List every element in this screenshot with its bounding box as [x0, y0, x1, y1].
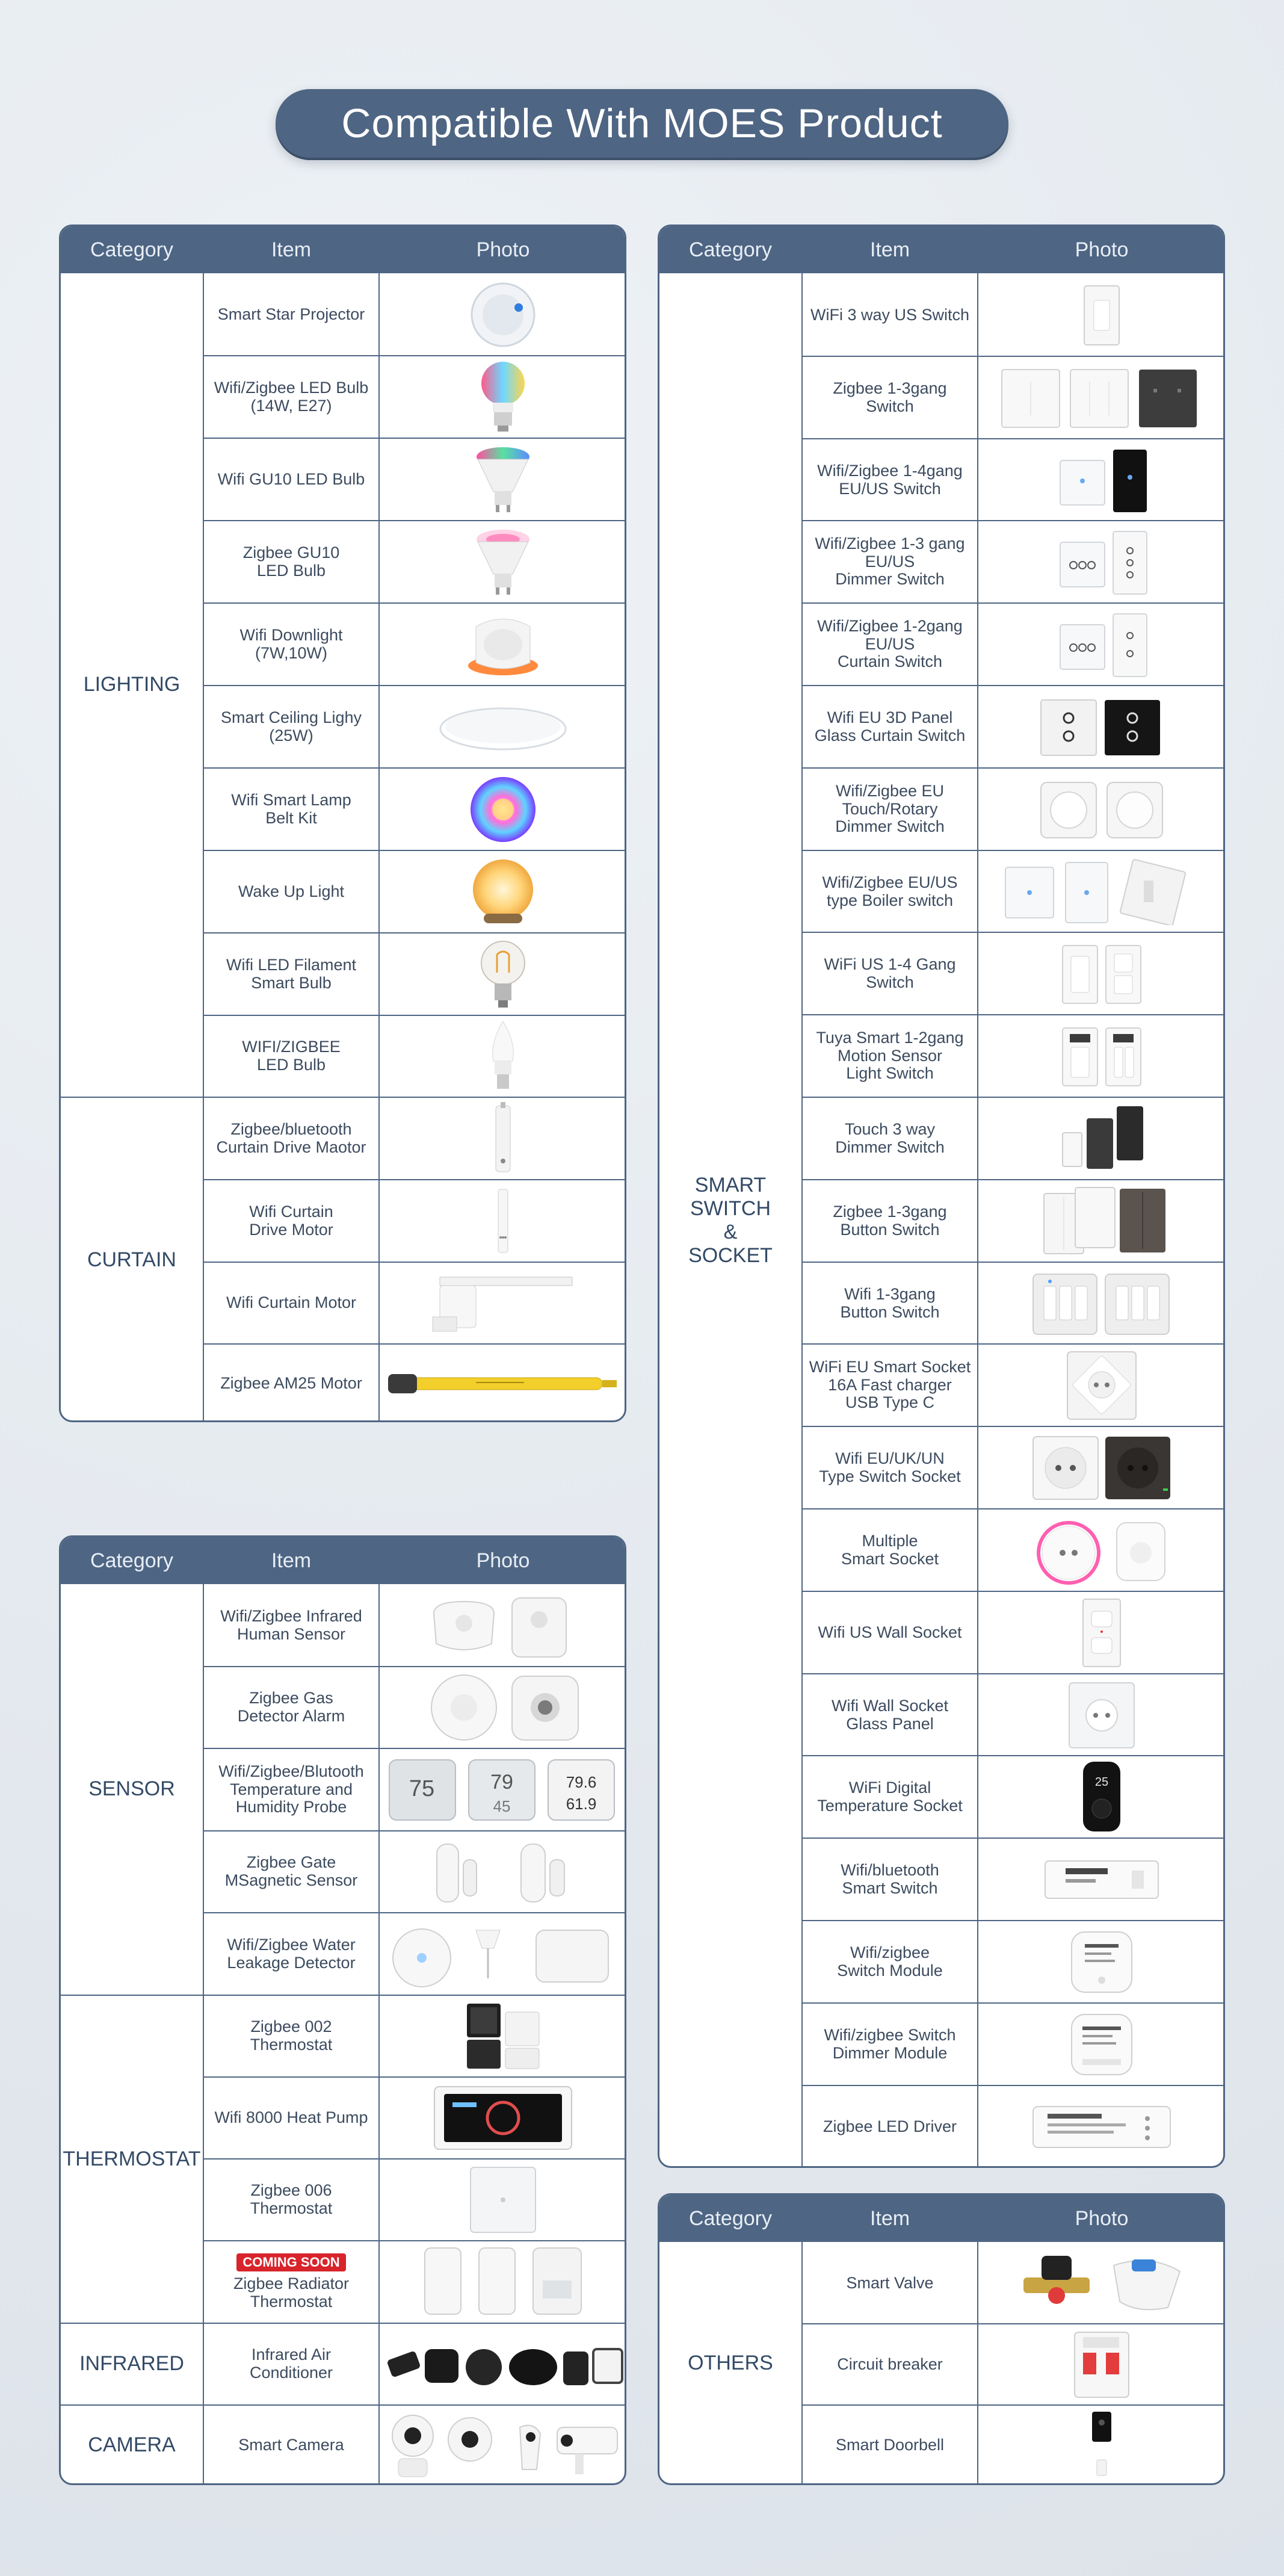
table-header — [659, 2195, 1223, 2242]
category-sensor: SENSOR — [88, 1777, 175, 1801]
product-photo — [978, 604, 1225, 685]
list-item: Wifi Smart Lamp Belt Kit — [231, 790, 351, 827]
list-item: Wifi/zigbee Switch Dimmer Module — [824, 2025, 956, 2062]
list-item-radiator: COMING SOON Zigbee Radiator Thermostat — [233, 2254, 350, 2311]
category-infrared: INFRARED — [79, 2352, 184, 2376]
list-item: Zigbee 1-3gang Button Switch — [833, 1202, 947, 1239]
product-photo — [978, 2086, 1225, 2167]
product-photo — [978, 1345, 1225, 1426]
infrared-ac-image — [380, 2324, 626, 2404]
header-category: Category — [90, 1549, 173, 1572]
list-item: WiFi US 1-4 Gang Switch — [824, 955, 956, 991]
product-photo — [978, 1839, 1225, 1920]
header-item: Item — [271, 1549, 312, 1572]
product-photo — [978, 439, 1225, 521]
list-item: Smart Camera — [238, 2436, 344, 2454]
list-item: Smart Doorbell — [835, 2436, 945, 2454]
product-photo — [978, 933, 1225, 1014]
list-item: Wifi/Zigbee EU Touch/Rotary Dimmer Switch — [835, 781, 945, 836]
zigbee-gu10-bulb-image — [380, 521, 626, 602]
list-item: Wifi GU10 LED Bulb — [217, 469, 365, 488]
filament-bulb-image — [380, 933, 626, 1015]
temp-humidity-image — [380, 1749, 626, 1830]
list-item: WiFi 3 way US Switch — [810, 305, 970, 324]
list-item: Wifi/Zigbee/Blutooth Temperature and Humidity Probe — [218, 1762, 364, 1816]
header-item: Item — [271, 238, 312, 261]
switch-socket-table — [658, 224, 1225, 2168]
list-item: Wifi EU 3D Panel Glass Curtain Switch — [814, 708, 966, 745]
list-item: Smart Valve — [846, 2273, 934, 2292]
header-photo: Photo — [476, 1549, 530, 1572]
product-photo — [978, 686, 1225, 767]
list-item: Wake Up Light — [238, 882, 345, 900]
list-item: Wifi/Zigbee LED Bulb (14W, E27) — [214, 378, 369, 415]
candle-bulb-image — [380, 1016, 626, 1097]
radiator-thermostat-image — [380, 2241, 626, 2323]
header-photo: Photo — [1075, 238, 1129, 261]
header-category: Category — [689, 238, 772, 261]
category-smart-switch-socket: SMART SWITCH & SOCKET — [688, 1173, 773, 1268]
star-projector-image — [380, 274, 626, 355]
curtain-motor-image — [380, 1263, 626, 1343]
gate-sensor-image — [380, 1831, 626, 1912]
list-item: Zigbee 006 Thermostat — [250, 2181, 333, 2217]
list-item: Wifi Curtain Drive Motor — [249, 1202, 333, 1239]
list-item: WiFi EU Smart Socket 16A Fast charger USB Type C — [809, 1357, 971, 1412]
product-photo — [978, 1756, 1225, 1838]
list-item: Wifi LED Filament Smart Bulb — [226, 955, 357, 992]
category-others: OTHERS — [688, 2352, 773, 2375]
list-item: Tuya Smart 1-2gang Motion Sensor Light Switch — [816, 1028, 964, 1083]
product-photo — [978, 357, 1225, 438]
header-item: Item — [869, 2207, 910, 2230]
product-photo — [978, 274, 1225, 356]
category-curtain: CURTAIN — [87, 1248, 176, 1271]
circuit-breaker-image — [978, 2324, 1225, 2404]
list-item: Infrared Air Conditioner — [249, 2345, 333, 2382]
gu10-bulb-image — [380, 439, 626, 520]
list-item: Zigbee Gas Detector Alarm — [237, 1689, 345, 1725]
product-photo — [978, 1674, 1225, 1756]
coming-soon-badge: COMING SOON — [236, 2253, 345, 2271]
am25-motor-image — [380, 1345, 626, 1422]
list-item: Zigbee LED Driver — [823, 2117, 957, 2135]
list-item: Wifi EU/UK/UN Type Switch Socket — [819, 1449, 961, 1485]
list-item: Smart Ceiling Lighy (25W) — [220, 708, 362, 745]
downlight-image — [380, 604, 626, 685]
list-item: Zigbee/bluetooth Curtain Drive Maotor — [216, 1119, 366, 1156]
list-item: Wifi/Zigbee 1-3 gang EU/US Dimmer Switch — [815, 534, 965, 589]
list-item: Touch 3 way Dimmer Switch — [835, 1119, 945, 1156]
product-photo — [978, 1263, 1225, 1344]
list-item: Zigbee Gate MSagnetic Sensor — [224, 1853, 358, 1889]
list-item: Circuit breaker — [837, 2355, 943, 2373]
product-photo — [978, 1509, 1225, 1591]
product-photo — [978, 851, 1225, 932]
header-category: Category — [90, 238, 173, 261]
page-title: Compatible With MOES Product — [276, 89, 1008, 158]
zigbee-002-thermostat-image — [380, 1996, 626, 2076]
list-item: Wifi/Zigbee EU/US type Boiler switch — [822, 873, 958, 909]
table-header — [61, 226, 625, 273]
curtain-drive-motor-image — [380, 1180, 626, 1262]
list-item: Wifi US Wall Socket — [818, 1623, 962, 1641]
table-header — [659, 226, 1223, 273]
category-lighting: LIGHTING — [83, 673, 181, 696]
list-item: Wifi 1-3gang Button Switch — [840, 1284, 940, 1321]
svg-text:25: 25 — [1094, 1776, 1109, 1789]
list-item: Wifi/Zigbee 1-2gang EU/US Curtain Switch — [817, 616, 963, 671]
probe-readout-3: 45 — [493, 1797, 511, 1815]
category-camera: CAMERA — [88, 2433, 176, 2457]
ceiling-light-image — [380, 686, 626, 767]
list-item: Wifi/zigbee Switch Module — [837, 1943, 943, 1980]
heat-pump-image — [380, 2078, 626, 2158]
smart-valve-image — [978, 2243, 1225, 2323]
zigbee-006-thermostat-image — [380, 2160, 626, 2240]
header-photo: Photo — [476, 238, 530, 261]
lamp-belt-image — [380, 769, 626, 850]
list-item: WiFi Digital Temperature Socket — [817, 1778, 963, 1815]
product-photo — [978, 1015, 1225, 1097]
others-table — [658, 2193, 1225, 2485]
table-header — [61, 1537, 625, 1584]
curtain-drive-image — [380, 1098, 626, 1179]
probe-readout-5: 61.9 — [566, 1794, 597, 1813]
list-item: Wifi Curtain Motor — [226, 1293, 357, 1312]
list-item: Wifi Downlight (7W,10W) — [239, 625, 343, 662]
list-item: Zigbee 1-3gang Switch — [833, 379, 947, 415]
probe-readout-1: 75 — [409, 1776, 435, 1801]
infrared-sensor-image — [380, 1585, 626, 1666]
list-item: Wifi/bluetooth Smart Switch — [841, 1860, 939, 1897]
list-item: Wifi/Zigbee 1-4gang EU/US Switch — [817, 461, 963, 498]
list-item: Zigbee AM25 Motor — [220, 1374, 362, 1393]
wake-up-light-image — [380, 851, 626, 932]
list-item: Wifi Wall Socket Glass Panel — [831, 1696, 949, 1733]
list-item: Zigbee 002 Thermostat — [250, 2017, 333, 2054]
category-thermostat: THERMOSTAT — [63, 2147, 201, 2170]
lighting-curtain-table — [59, 224, 626, 1422]
smart-doorbell-image — [978, 2406, 1225, 2485]
product-photo — [978, 521, 1225, 602]
water-leak-image — [380, 1913, 626, 1995]
led-bulb-image — [380, 356, 626, 438]
header-photo: Photo — [1075, 2207, 1129, 2230]
list-item: Wifi/Zigbee Infrared Human Sensor — [220, 1607, 362, 1643]
gas-detector-image — [380, 1667, 626, 1748]
header-category: Category — [689, 2207, 772, 2230]
header-item: Item — [869, 238, 910, 261]
product-photo — [978, 1427, 1225, 1508]
product-photo — [978, 769, 1225, 850]
list-item: WIFI/ZIGBEE LED Bulb — [242, 1038, 341, 1074]
list-item: Zigbee GU10 LED Bulb — [242, 543, 340, 580]
list-item: Wifi/Zigbee Water Leakage Detector — [227, 1935, 356, 1972]
product-photo — [978, 1592, 1225, 1673]
probe-readout-4: 79.6 — [566, 1773, 597, 1791]
sensor-thermostat-table — [59, 1535, 626, 2485]
list-item: Multiple Smart Socket — [841, 1531, 939, 1568]
list-item: Smart Star Projector — [217, 305, 365, 324]
smart-camera-image — [380, 2406, 626, 2485]
probe-readout-2: 79 — [490, 1770, 513, 1794]
product-photo — [978, 2004, 1225, 2085]
list-item: Wifi 8000 Heat Pump — [214, 2108, 368, 2127]
product-photo — [978, 1180, 1225, 1262]
product-photo — [978, 1098, 1225, 1179]
product-photo — [978, 1921, 1225, 2002]
